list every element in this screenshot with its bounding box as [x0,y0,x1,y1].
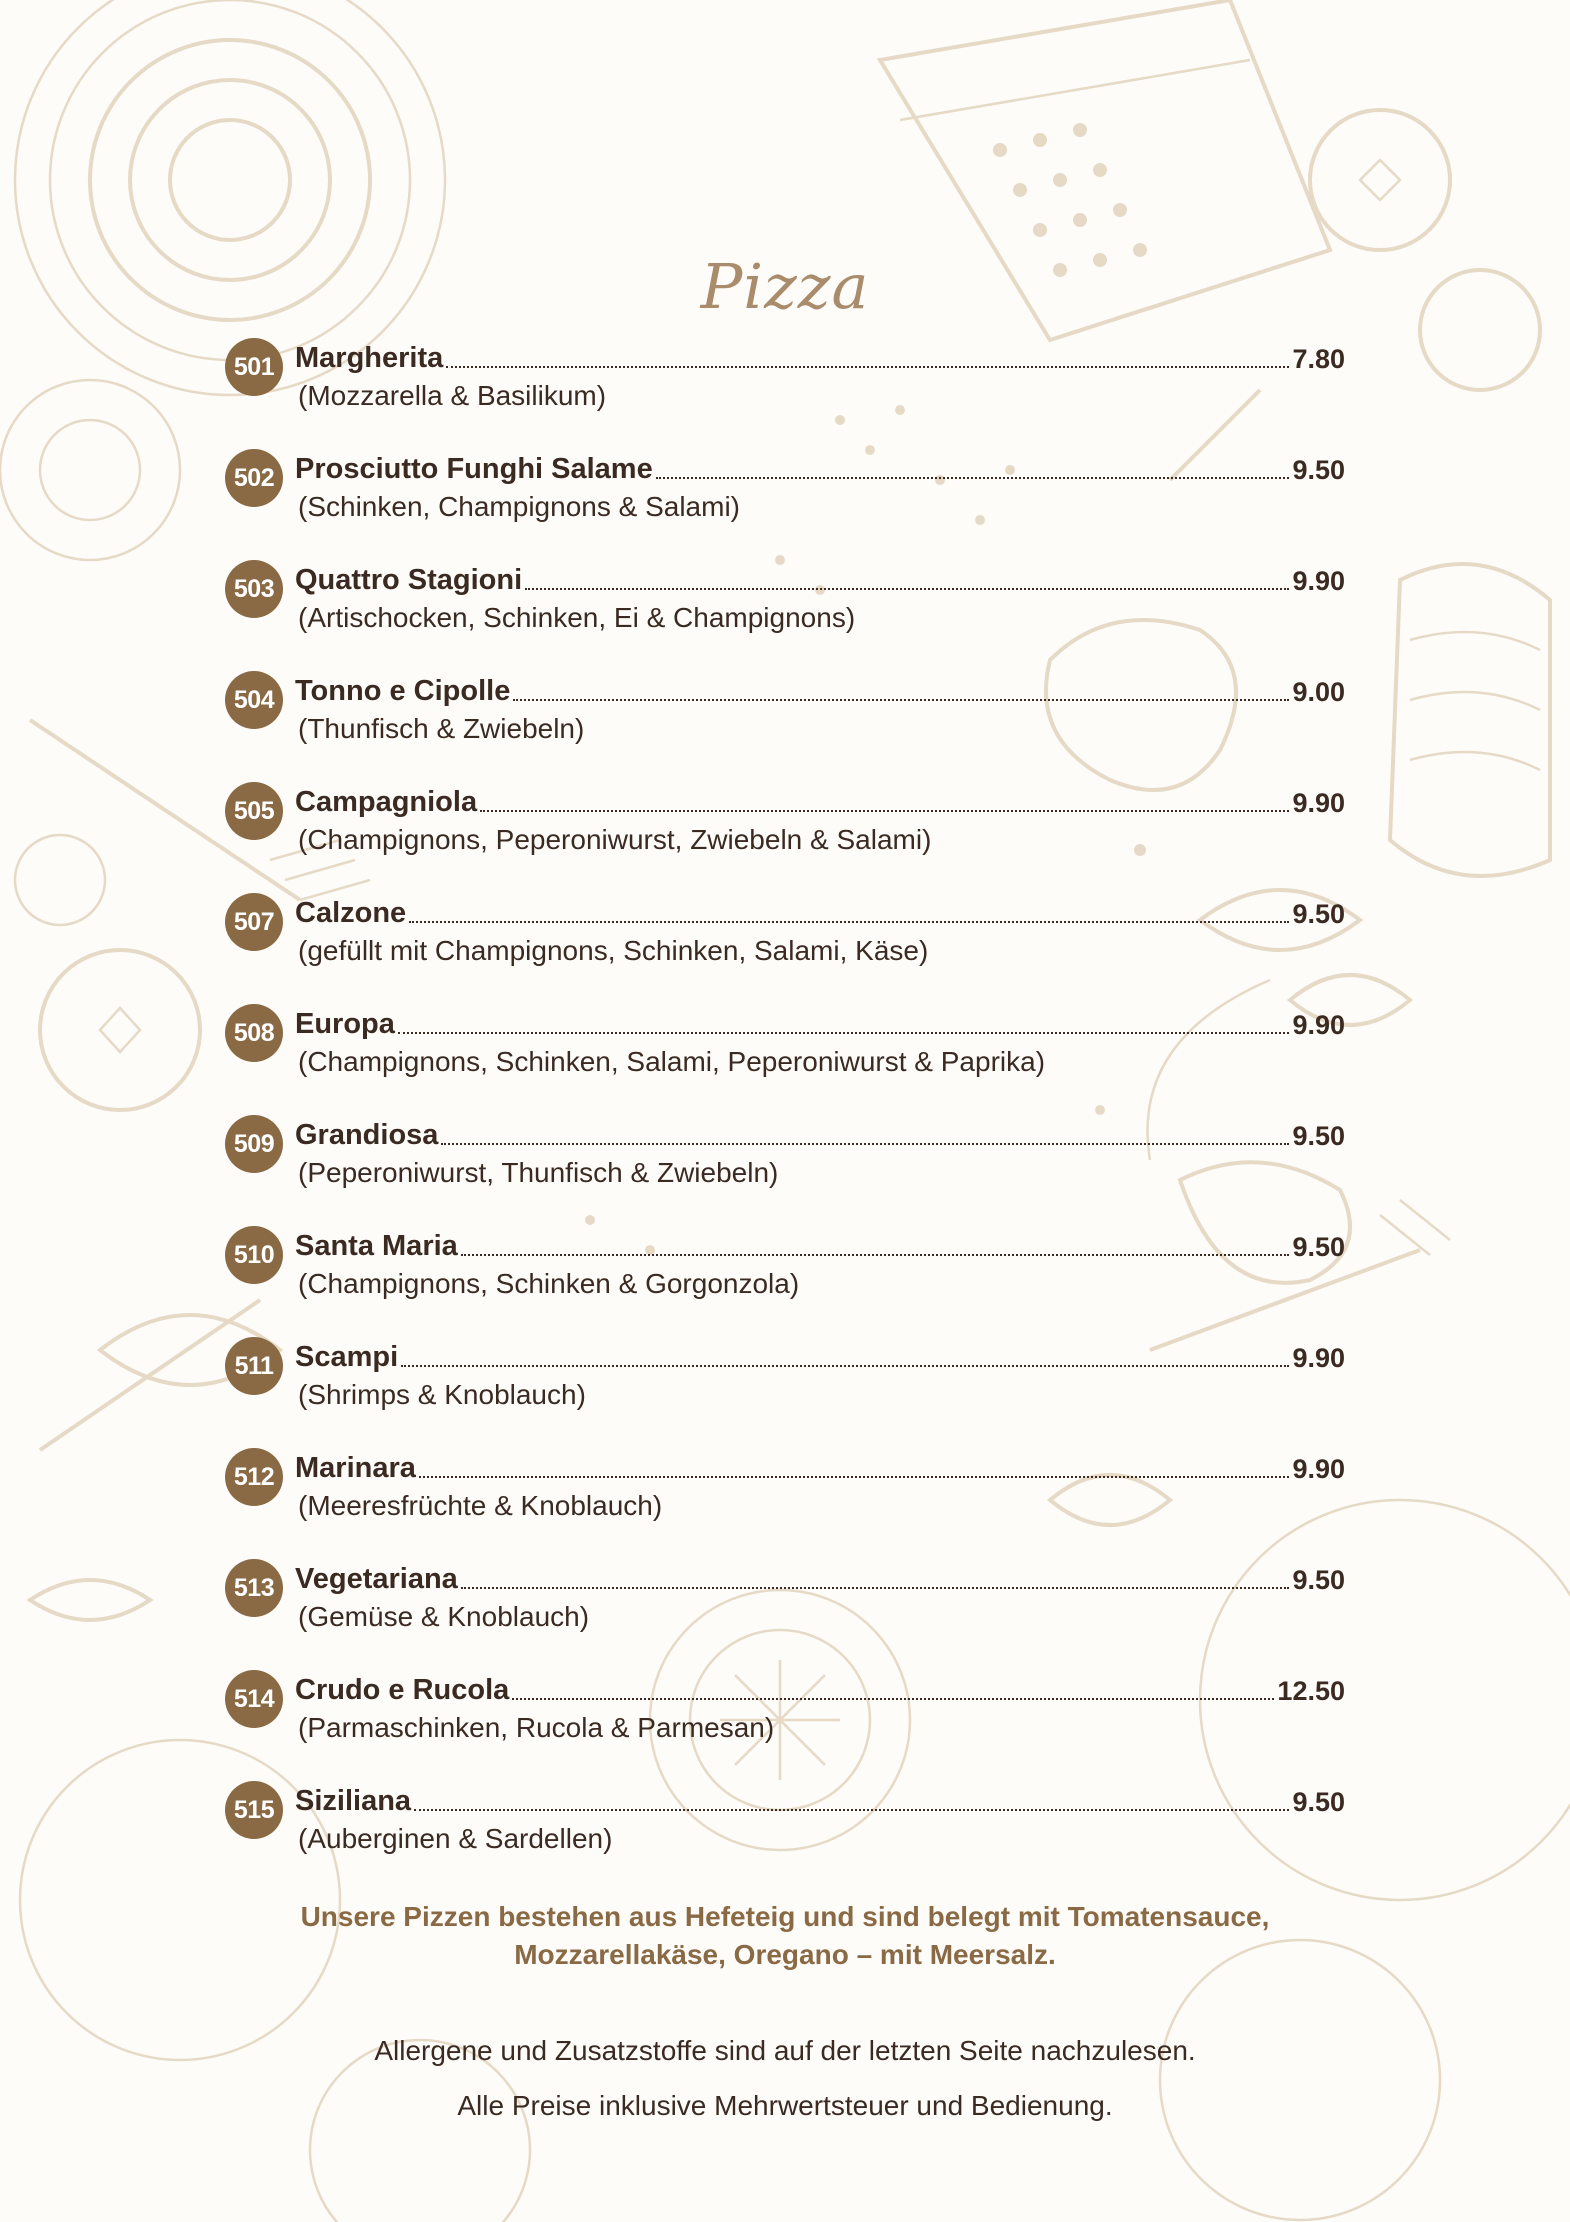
item-description: (gefüllt mit Champignons, Schinken, Salami, Käse) [298,935,929,966]
dot-leader [419,1476,1290,1478]
item-description: (Auberginen & Sardellen) [298,1823,613,1854]
pizza-menu-list [225,338,1345,1892]
item-name: Calzone [295,897,407,929]
item-price: 9.90 [1292,566,1345,596]
item-name: Grandiosa [295,1119,439,1151]
item-name: Marinara [295,1452,416,1484]
menu-item [225,1448,1345,1559]
menu-item [225,1004,1345,1115]
item-price: 9.90 [1292,1454,1345,1484]
item-price: 9.50 [1292,455,1345,485]
menu-item [225,671,1345,782]
item-description: (Champignons, Schinken, Salami, Peperoniwurst & Paprika) [298,1046,1046,1077]
item-title-line [295,1119,1345,1152]
dot-leader [409,921,1289,923]
menu-item [225,1559,1345,1670]
item-number-badge: 514 [225,1670,283,1728]
item-number-badge: 507 [225,893,283,951]
item-price: 12.50 [1277,1676,1345,1706]
item-price: 9.50 [1292,1565,1345,1595]
item-number-badge: 513 [225,1559,283,1617]
item-title-line [295,1452,1345,1485]
item-title-line [295,897,1345,930]
item-number-badge: 509 [225,1115,283,1173]
item-name: Siziliana [295,1785,412,1817]
item-number-badge: 512 [225,1448,283,1506]
item-price: 9.50 [1292,1787,1345,1817]
menu-item [225,1337,1345,1448]
dot-leader [401,1365,1289,1367]
menu-item [225,449,1345,560]
item-price: 9.50 [1292,899,1345,929]
item-title-line [295,1785,1345,1818]
allergen-notice: Allergene und Zusatzstoffe sind auf der letzten Seite nachzulesen. [374,2035,1196,2066]
dot-leader [513,699,1289,701]
item-title-line [295,675,1345,708]
item-description: (Champignons, Schinken & Gorgonzola) [298,1268,800,1299]
menu-item [225,1670,1345,1781]
item-name: Margherita [295,342,444,374]
item-name: Crudo e Rucola [295,1674,510,1706]
dough-note-line-2: Mozzarellakäse, Oregano – mit Meersalz. [514,1939,1056,1970]
menu-item [225,893,1345,1004]
page-title: Pizza [700,250,870,323]
item-number-badge: 511 [225,1337,283,1395]
dot-leader [441,1143,1289,1145]
dot-leader [480,810,1289,812]
dot-leader [512,1698,1274,1700]
item-name: Quattro Stagioni [295,564,523,596]
item-name: Vegetariana [295,1563,458,1595]
item-title-line [295,1008,1345,1041]
item-number-badge: 504 [225,671,283,729]
item-price: 9.50 [1292,1232,1345,1262]
dot-leader [398,1032,1290,1034]
menu-item [225,560,1345,671]
item-number-badge: 508 [225,1004,283,1062]
dot-leader [446,366,1289,368]
item-price: 9.50 [1292,1121,1345,1151]
item-title-line [295,453,1345,486]
item-price: 9.90 [1292,788,1345,818]
item-description: (Mozzarella & Basilikum) [298,380,607,411]
item-number-badge: 505 [225,782,283,840]
item-number-badge: 503 [225,560,283,618]
item-name: Santa Maria [295,1230,458,1262]
item-price: 9.90 [1292,1343,1345,1373]
dot-leader [461,1587,1290,1589]
menu-item [225,1226,1345,1337]
item-name: Prosciutto Funghi Salame [295,453,653,485]
item-title-line [295,1674,1345,1707]
item-description: (Artischocken, Schinken, Ei & Champignons) [298,602,856,633]
item-number-badge: 502 [225,449,283,507]
item-description: (Gemüse & Knoblauch) [298,1601,590,1632]
item-description: (Parmaschinken, Rucola & Parmesan) [298,1712,775,1743]
item-title-line [295,1230,1345,1263]
item-name: Scampi [295,1341,399,1373]
item-price: 9.90 [1292,1010,1345,1040]
menu-item [225,782,1345,893]
item-name: Tonno e Cipolle [295,675,511,707]
item-name: Campagniola [295,786,478,818]
item-name: Europa [295,1008,395,1040]
item-number-badge: 515 [225,1781,283,1839]
item-number-badge: 510 [225,1226,283,1284]
dot-leader [461,1254,1290,1256]
item-description: (Shrimps & Knoblauch) [298,1379,586,1410]
dot-leader [656,477,1290,479]
dough-note-line-1: Unsere Pizzen bestehen aus Hefeteig und sind belegt mit Tomatensauce, [300,1901,1270,1932]
item-description: (Peperoniwurst, Thunfisch & Zwiebeln) [298,1157,779,1188]
dot-leader [525,588,1289,590]
menu-item [225,1115,1345,1226]
item-description: (Meeresfrüchte & Knoblauch) [298,1490,663,1521]
item-description: (Schinken, Champignons & Salami) [298,491,740,522]
item-title-line [295,1341,1345,1374]
item-title-line [295,564,1345,597]
price-notice: Alle Preise inklusive Mehrwertsteuer und Bedienung. [457,2090,1113,2121]
item-number-badge: 501 [225,338,283,396]
dot-leader [414,1809,1289,1811]
item-title-line [295,1563,1345,1596]
item-title-line [295,342,1345,375]
item-price: 9.00 [1292,677,1345,707]
item-price: 7.80 [1292,344,1345,374]
item-description: (Champignons, Peperoniwurst, Zwiebeln & Salami) [298,824,932,855]
item-description: (Thunfisch & Zwiebeln) [298,713,585,744]
menu-item [225,338,1345,449]
menu-item [225,1781,1345,1892]
dough-note [0,1898,1570,1974]
item-title-line [295,786,1345,819]
